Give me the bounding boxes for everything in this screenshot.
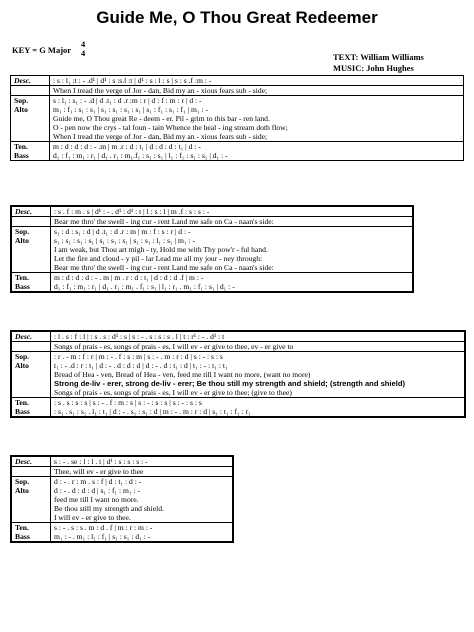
row-label: Desc. <box>12 207 51 217</box>
row-label: Sop. <box>11 96 50 106</box>
tenor-notes: s : - . s : s . m : d . f | m : r : m : - <box>54 523 153 532</box>
lyrics-verse-3: When I tread the verge of Jor - dan, Bid my an - xious fears sub - side; <box>50 132 464 142</box>
descant-notes: : l . s : f : l | : s . s : d¹ : s | s : - . s : s : s . l | t : r¹ : - . d¹ : t <box>51 332 465 342</box>
lyrics-verse-3: Songs of prais - es, songs of prais - es, I will ev - er give to thee; (give to thee) <box>51 388 465 398</box>
row-label: Desc. <box>12 457 51 467</box>
system-1 <box>10 75 464 161</box>
descant-lyrics: Bear me thro' the swell - ing cur - rent Land me safe on Ca - naan's side: <box>51 217 413 227</box>
row-label <box>12 254 51 263</box>
hymn-title: Guide Me, O Thou Great Redeemer <box>96 8 378 27</box>
alto-notes: t₁ : - .d : r : t₁ | d : - . d : d : d | d : - . d : t₁ : d | t₁ : - : t₁ : t₁ <box>54 361 228 370</box>
row-label <box>11 114 50 123</box>
descant-notes: : s : l₁ :t : - .d¹ | d¹ : s :s.l :t | d¹ : s : l : s | s : s .f :m : - <box>50 76 464 86</box>
lyrics-verse-3: Bear me thro' the swell - ing cur - rent Land me safe on Ca - naan's side: <box>51 263 413 273</box>
music-credit: MUSIC: John Hughes <box>333 63 414 73</box>
time-signature-top: 4 <box>81 39 86 49</box>
row-label <box>11 123 50 132</box>
bass-notes: m₁ : - . m₁ : l₁ : f₁ | s₁ : s₁ : d₁ : - <box>54 532 151 541</box>
row-label: Alto <box>12 236 51 245</box>
row-label: Desc. <box>12 332 51 342</box>
row-label <box>12 245 51 254</box>
row-label <box>12 370 51 379</box>
credits <box>333 52 424 74</box>
row-label: Sop. <box>12 477 51 487</box>
row-label <box>12 379 51 388</box>
row-label: Bass <box>12 532 51 541</box>
row-label: Sop. <box>12 352 51 362</box>
soprano-notes: s : l₁ : s₁ : - .d | d .t₁ : d .r :m : r | d : f : m : r | d : - <box>53 96 202 105</box>
soprano-notes: d : - . r : m . s : f | d : t₁ : d : - <box>54 477 142 486</box>
row-label <box>12 342 51 352</box>
row-label: Ten. <box>12 523 51 533</box>
row-label: Desc. <box>11 76 50 86</box>
row-label <box>12 467 51 477</box>
descant-notes: : s . f : m . s | d¹ : - . d¹ : d¹ : t | l : s : l | m .f : s : s : - <box>51 207 413 217</box>
tenor-notes: : s . s : s : s | s : - . f : m : s | s : - : s : s | s : - : s : s <box>54 398 202 407</box>
alto-notes: s₁ : s₁ : s₁ : s₁ | s₁ : s₁ : s₁ | s₁ : s₁ : l₁ : s₁ | m₁ : - <box>54 236 195 245</box>
row-label: Alto <box>12 361 51 370</box>
row-label: Bass <box>11 151 50 160</box>
soprano-notes: s₁ : d : s₁ : d | d .t₁ : d .r : m | m : f : s : r | d : - <box>54 227 191 236</box>
alto-notes: d : - . d : d : d | s₁ : f₁ : m₁ : - <box>54 486 141 495</box>
time-signature <box>81 40 85 58</box>
descant-notes: s : - . se : l : l . t | d¹ : s : s : s : - <box>51 457 233 467</box>
row-label <box>12 495 51 504</box>
row-label <box>12 513 51 523</box>
system-3 <box>10 330 466 418</box>
row-label: Ten. <box>12 398 51 408</box>
lyrics-verse-3: I will ev - er give to thee. <box>51 513 233 523</box>
descant-lyrics: When I tread the verge of Jor - dan, Bid my an - xious fears sub - side; <box>50 86 464 96</box>
time-signature-bottom: 4 <box>81 48 86 58</box>
row-label: Bass <box>12 407 51 416</box>
row-label: Alto <box>12 486 51 495</box>
lyrics-verse-2: Be thou still my strength and shield. <box>54 504 164 513</box>
row-label <box>11 86 50 96</box>
lyrics-verse-2: Let the fire and cloud - y pil - lar Lead me all my jour - ney through: <box>54 254 263 263</box>
soprano-notes: : r . - m : f : r | m : - . f : s : m | s : - . m : r : d | s : - : s : s <box>54 352 223 361</box>
tenor-notes: m : d : d : d : - . m | m . r : d : t₁ | d : d : d .f | m : - <box>54 273 204 282</box>
bass-notes: : s₁ . s₁ : s₁ . l₁ : t₁ | d : - . s₁ : s₁ : d | m : - . m : r : d | s₁ : t₁ : f₁ : r₁ <box>54 407 251 416</box>
lyrics-verse-1: I am weak, but Thou art migh - ty, Hold me with Thy pow'r - ful hand. <box>54 245 268 254</box>
row-label <box>12 263 51 273</box>
bass-notes: d₁ : f₁ : m₁ : r₁ | d₁ . r₁ : m₁ . f₁ : s₁ | l₁ : r₁ . m₁ : f₁ : s₁ | d₁ : - <box>54 282 235 291</box>
lyrics-verse-1: Bread of Hea - ven, Bread of Hea - ven, feed me till I want no more, (want no more) <box>54 370 311 379</box>
row-label <box>12 217 51 227</box>
bass-notes: d₁ : f₁ : m₁ : r₁ | d₁ . r₁ : m₁.f₁ : s₁ : s₁ | l₁ : f₁ : s₁ : s₁ | d₁ : - <box>53 151 228 160</box>
key-signature: KEY = G Major <box>12 45 72 55</box>
row-label: Ten. <box>11 142 50 152</box>
row-label <box>12 388 51 398</box>
row-label <box>11 132 50 142</box>
alto-notes: m₁ : f₁ : s₁ : s₁ | s₁ : s₁ : s₁ : s₁ | s₁ : f₁ : s₁ : f₁ | m₁ : - <box>53 105 209 114</box>
row-label: Ten. <box>12 273 51 283</box>
lyrics-verse-2: Strong de-liv - erer, strong de-liv - erer; Be thou still my strength and shield; (strength and shield) <box>54 379 406 388</box>
lyrics-verse-1: Guide me, O Thou great Re - deem - er. Pil - grim to this bar - ren land. <box>53 114 270 123</box>
system-2 <box>10 205 414 293</box>
row-label: Sop. <box>12 227 51 237</box>
row-label: Alto <box>11 105 50 114</box>
row-label: Bass <box>12 282 51 291</box>
text-credit: TEXT: William Williams <box>333 52 424 62</box>
descant-lyrics: Songs of prais - es, songs of prais - es, I will ev - er give to thee, ev - er give to <box>51 342 465 352</box>
row-label <box>12 504 51 513</box>
tenor-notes: m : d : d : d : - .m | m .r : d : t₁ | d : d : d : t₁ | d : - <box>53 142 201 151</box>
lyrics-verse-1: feed me till I want no more. <box>54 495 139 504</box>
lyrics-verse-2: O - pen now the crys - tal foun - tain Whence the heal - ing stream doth flow; <box>53 123 288 132</box>
descant-lyrics: Thee, will ev - er give to thee <box>51 467 233 477</box>
system-4 <box>10 455 234 543</box>
